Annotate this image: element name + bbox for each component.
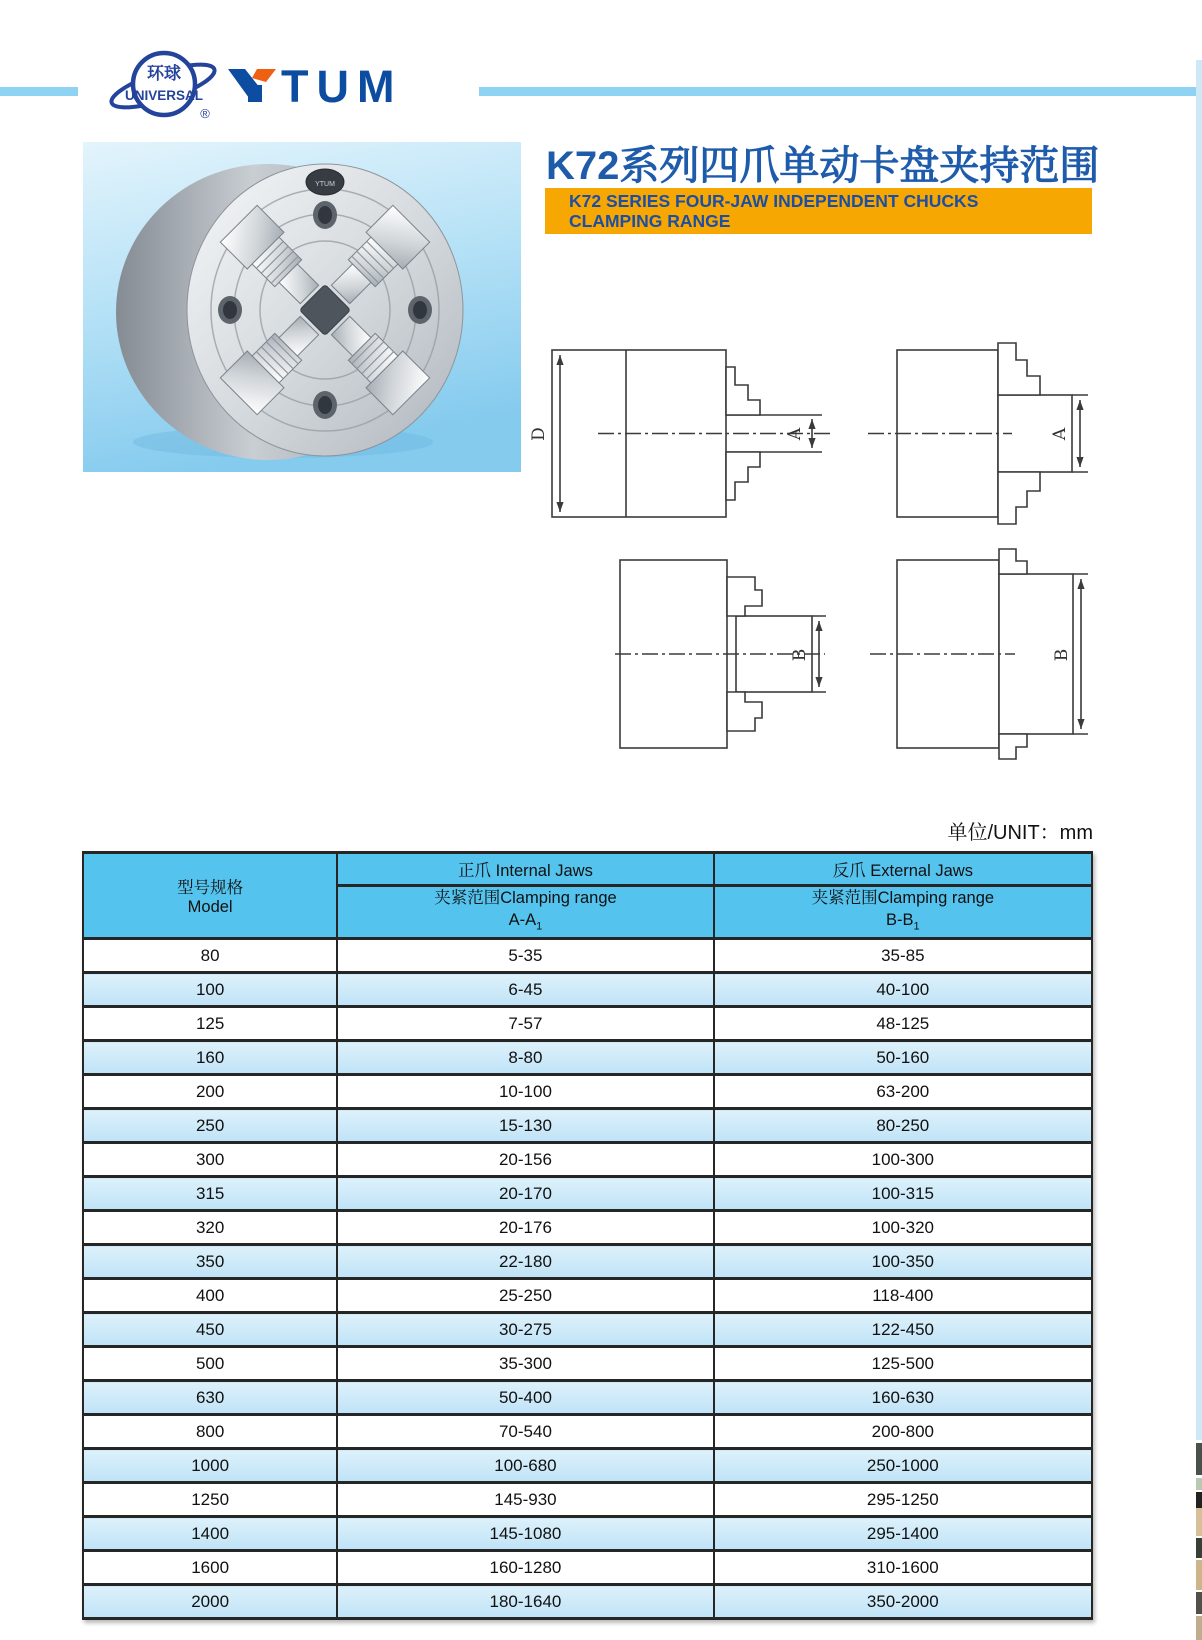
table-cell: 70-540: [337, 1415, 713, 1449]
table-cell: 100-300: [714, 1143, 1092, 1177]
table-cell: 180-1640: [337, 1585, 713, 1619]
table-cell: 20-156: [337, 1143, 713, 1177]
clamping-range-label-a: 夹紧范围Clamping range: [434, 889, 617, 907]
range-a-label: [338, 909, 712, 937]
table-row: [83, 939, 1092, 973]
table-cell: 15-130: [337, 1109, 713, 1143]
table-cell: 48-125: [714, 1007, 1092, 1041]
table-cell: 100-320: [714, 1211, 1092, 1245]
table-cell: 20-170: [337, 1177, 713, 1211]
table-cell: 8-80: [337, 1041, 713, 1075]
spec-table-body: [83, 939, 1092, 1619]
table-row: [83, 1143, 1092, 1177]
logo-globe-circle: [133, 53, 195, 115]
subtitle-line2: CLAMPING RANGE: [569, 211, 731, 231]
table-cell: 20-176: [337, 1211, 713, 1245]
col-header-internal-jaws: 正爪 Internal Jaws: [337, 853, 713, 886]
col-header-clamping-range-b: [714, 886, 1092, 939]
y-stem: [248, 85, 262, 102]
page-edge-artifact: [1196, 1478, 1202, 1490]
table-cell: 100-350: [714, 1245, 1092, 1279]
model-label-en: Model: [187, 898, 233, 917]
header-accent-bar-right: [479, 87, 1202, 96]
table-row: [83, 1551, 1092, 1585]
dim-label-b2: B: [1052, 648, 1072, 662]
table-cell: 25-250: [337, 1279, 713, 1313]
table-cell: 122-450: [714, 1313, 1092, 1347]
table-cell: 118-400: [714, 1279, 1092, 1313]
page-edge-artifact: [1196, 1492, 1202, 1508]
clamping-range-label-b: 夹紧范围Clamping range: [811, 889, 995, 907]
table-cell: 80-250: [714, 1109, 1092, 1143]
spec-table: [82, 851, 1093, 1620]
table-cell: 295-1250: [714, 1483, 1092, 1517]
table-cell: 200: [83, 1075, 337, 1109]
table-row: [83, 1313, 1092, 1347]
table-cell: 50-160: [714, 1041, 1092, 1075]
table-cell: 800: [83, 1415, 337, 1449]
table-row: [83, 1381, 1092, 1415]
table-cell: 320: [83, 1211, 337, 1245]
table-cell: 5-35: [337, 939, 713, 973]
page-edge-strip: [1196, 60, 1202, 1440]
table-row: [83, 973, 1092, 1007]
table-cell: 6-45: [337, 973, 713, 1007]
table-cell: 160: [83, 1041, 337, 1075]
table-cell: 35-85: [714, 939, 1092, 973]
range-b-base: B-B: [885, 911, 914, 929]
table-row: [83, 1585, 1092, 1619]
table-cell: 1400: [83, 1517, 337, 1551]
logo-universal-text: UNIVERSAL: [124, 88, 204, 103]
table-cell: 1000: [83, 1449, 337, 1483]
dim-label-a2: A: [1050, 427, 1070, 441]
table-cell: 630: [83, 1381, 337, 1415]
y-right-arm-orange: [252, 69, 276, 82]
table-cell: 250: [83, 1109, 337, 1143]
dim-label-a1: A: [785, 427, 805, 441]
table-cell: 1600: [83, 1551, 337, 1585]
col-header-clamping-range-a: [337, 886, 713, 939]
subtitle-banner: [545, 188, 1092, 234]
table-cell: 400: [83, 1279, 337, 1313]
badge-text: YTUM: [315, 181, 335, 188]
clamping-diagrams: [520, 330, 1100, 760]
table-row: [83, 1075, 1092, 1109]
page-title: K72系列四爪单动卡盘夹持范围: [546, 144, 1100, 188]
table-row: [83, 1211, 1092, 1245]
table-cell: 2000: [83, 1585, 337, 1619]
table-cell: 315: [83, 1177, 337, 1211]
page-edge-artifact: [1196, 1592, 1202, 1614]
model-label-zh: 型号规格: [177, 879, 244, 898]
table-cell: 100: [83, 973, 337, 1007]
logo-registered-mark: ®: [200, 106, 210, 121]
table-cell: 145-930: [337, 1483, 713, 1517]
page-edge-artifact: [1196, 1443, 1202, 1475]
table-row: [83, 1177, 1092, 1211]
table-cell: 63-200: [714, 1075, 1092, 1109]
dim-label-b1: B: [790, 648, 810, 662]
col-header-model: [83, 853, 337, 939]
table-cell: 350: [83, 1245, 337, 1279]
wordmark-tum-text: TUM: [281, 64, 403, 110]
table-cell: 160-1280: [337, 1551, 713, 1585]
table-cell: 200-800: [714, 1415, 1092, 1449]
logo-chinese-text: 环球: [147, 64, 181, 83]
table-row: [83, 1041, 1092, 1075]
table-cell: 300: [83, 1143, 337, 1177]
table-cell: 500: [83, 1347, 337, 1381]
chuck-photo-art: [83, 142, 521, 472]
table-cell: 30-275: [337, 1313, 713, 1347]
table-cell: 145-1080: [337, 1517, 713, 1551]
product-photo: [83, 142, 521, 472]
table-cell: 7-57: [337, 1007, 713, 1041]
page-edge-artifact: [1196, 1616, 1202, 1640]
table-cell: 350-2000: [714, 1585, 1092, 1619]
table-cell: 100-680: [337, 1449, 713, 1483]
header-accent-bar-left: [0, 87, 78, 96]
table-row: [83, 1007, 1092, 1041]
page-edge-artifact: [1196, 1508, 1202, 1536]
table-cell: 1250: [83, 1483, 337, 1517]
range-b-sub: 1: [913, 920, 920, 933]
subtitle-line1: K72 SERIES FOUR-JAW INDEPENDENT CHUCKS: [569, 191, 979, 211]
table-cell: 125-500: [714, 1347, 1092, 1381]
table-row: [83, 1279, 1092, 1313]
col-header-external-jaws: 反爪 External Jaws: [714, 853, 1092, 886]
table-row: [83, 1109, 1092, 1143]
table-row: [83, 1483, 1092, 1517]
page-edge-artifact: [1196, 1538, 1202, 1558]
dim-label-d: D: [529, 427, 549, 441]
table-cell: 295-1400: [714, 1517, 1092, 1551]
table-cell: 40-100: [714, 973, 1092, 1007]
table-cell: 35-300: [337, 1347, 713, 1381]
table-cell: 160-630: [714, 1381, 1092, 1415]
table-cell: 100-315: [714, 1177, 1092, 1211]
table-cell: 450: [83, 1313, 337, 1347]
table-cell: 80: [83, 939, 337, 973]
range-a-sub: 1: [536, 920, 543, 933]
table-row: [83, 1415, 1092, 1449]
table-cell: 22-180: [337, 1245, 713, 1279]
universal-logo: [108, 40, 220, 126]
table-cell: 50-400: [337, 1381, 713, 1415]
table-cell: 310-1600: [714, 1551, 1092, 1585]
table-row: [83, 1245, 1092, 1279]
range-a-base: A-A: [508, 911, 537, 929]
range-b-label: [715, 909, 1091, 937]
ytum-wordmark: [226, 64, 446, 110]
page-edge-artifact: [1196, 1560, 1202, 1590]
table-cell: 250-1000: [714, 1449, 1092, 1483]
table-row: [83, 1517, 1092, 1551]
unit-label: 单位/UNIT：mm: [947, 822, 1093, 844]
table-row: [83, 1449, 1092, 1483]
brand-badge: [306, 169, 344, 195]
table-cell: 125: [83, 1007, 337, 1041]
table-row: [83, 1347, 1092, 1381]
table-cell: 10-100: [337, 1075, 713, 1109]
